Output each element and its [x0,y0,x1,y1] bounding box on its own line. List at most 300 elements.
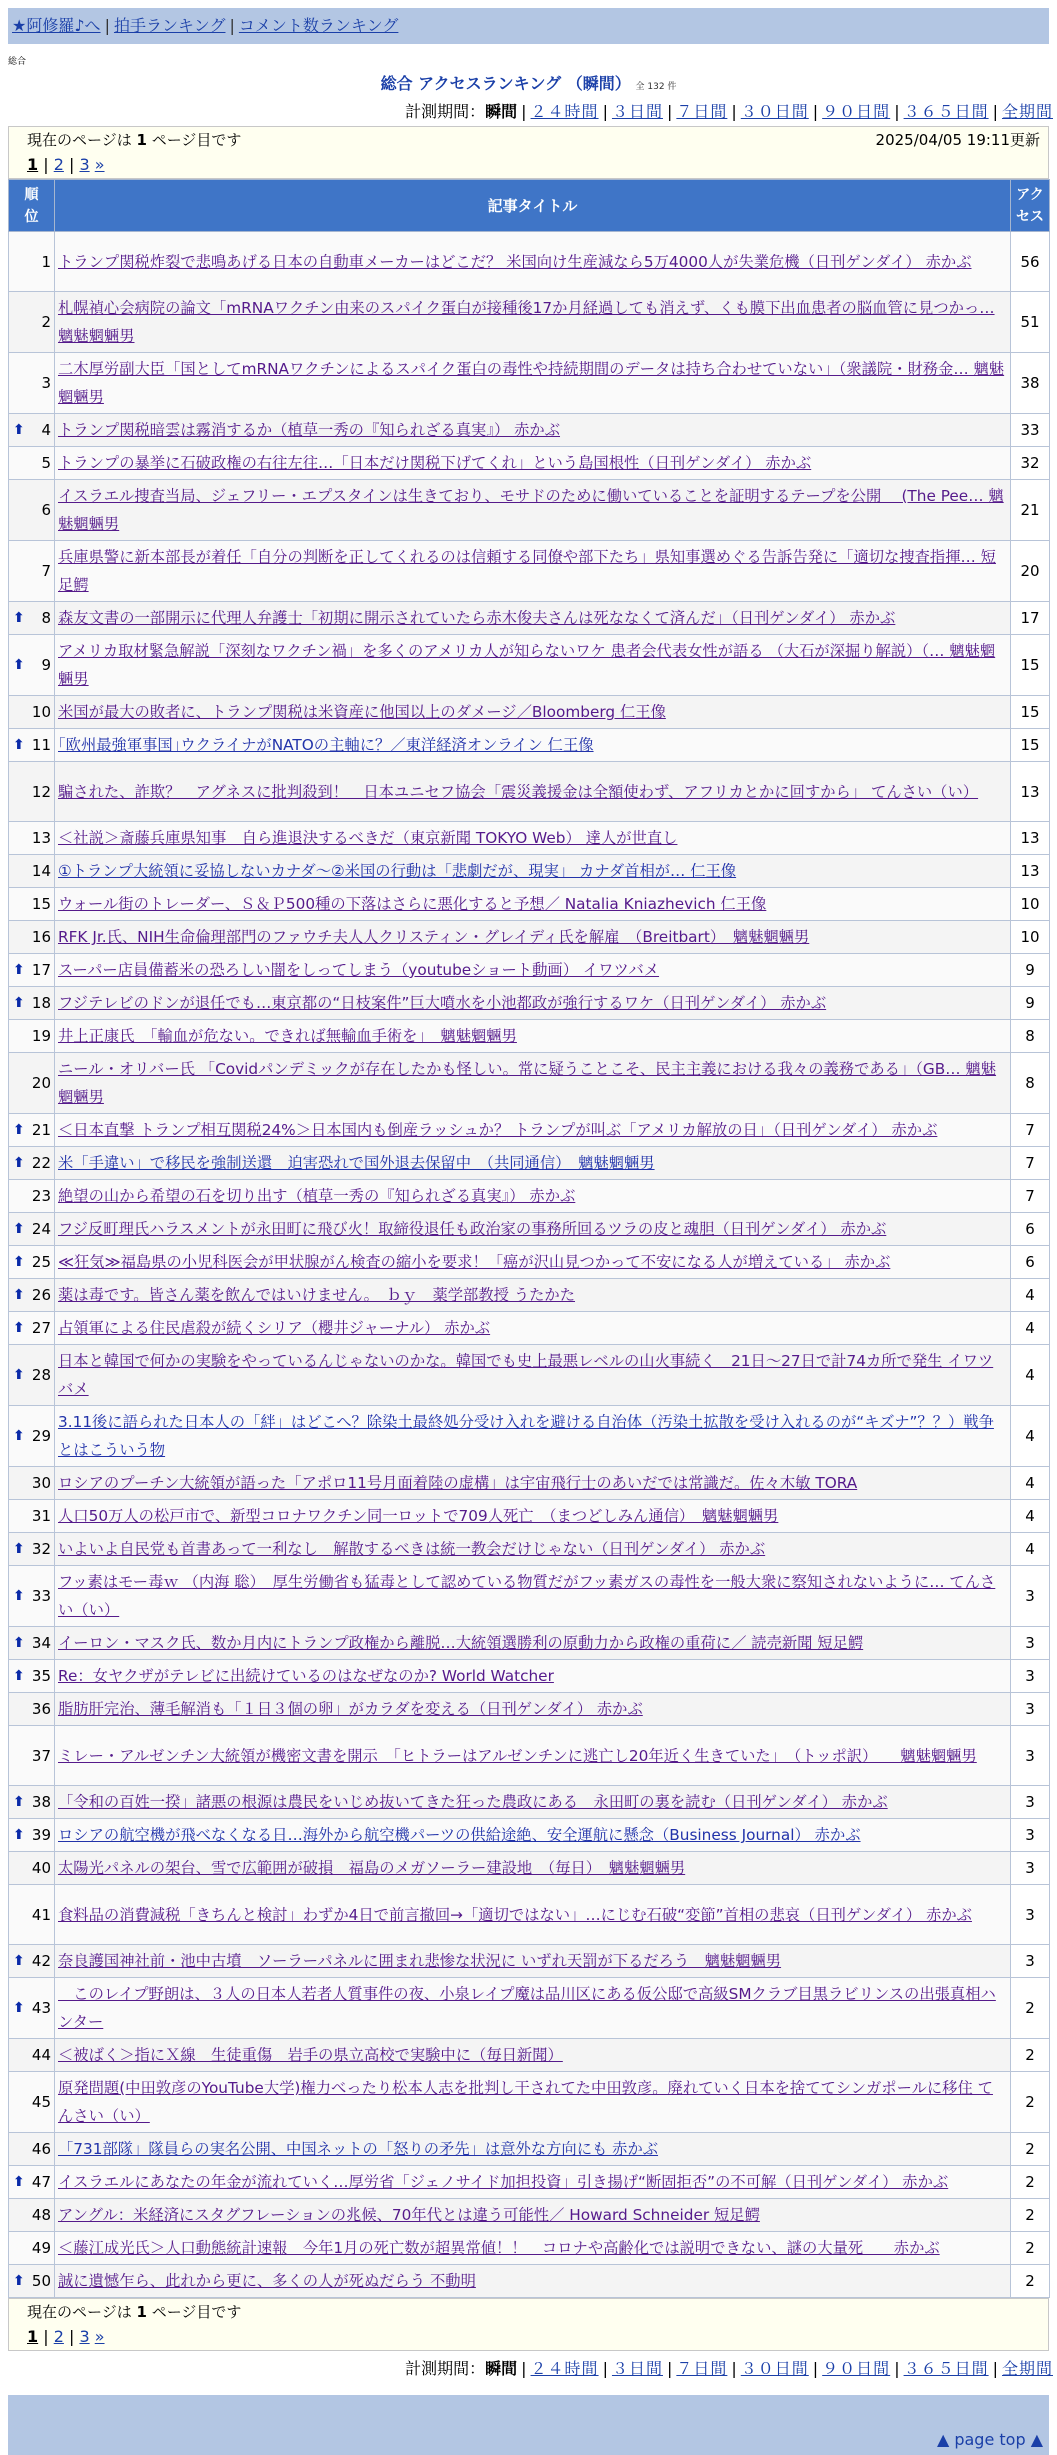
article-link[interactable]: 米「手違い」で移民を強制送還 迫害恐れで国外退去保留中 （共同通信） 魑魅魍魎男 [58,1154,655,1172]
article-link[interactable]: 薬は毒です。皆さん薬を飲んではいけません。 ｂｙ 薬学部教授 うたかた [58,1286,576,1304]
separator: | [894,102,900,121]
rank-cell [9,292,55,353]
period-link[interactable]: ３日間 [611,2359,663,2378]
separator: | [812,102,819,121]
rank-cell [9,762,55,822]
table-row [9,1180,1050,1213]
table-row [9,2265,1050,2298]
rank-up-icon: ⬆ [13,1287,25,1303]
separator: | [992,102,998,121]
title-cell [55,822,1011,855]
rank-up-icon: ⬆ [13,1221,25,1237]
access-count: 10 [1011,888,1050,921]
access-count: 3 [1011,1852,1050,1885]
rank-cell [9,1786,55,1819]
table-row [9,1819,1050,1852]
access-count: 2 [1011,2072,1050,2133]
rank-number: 29 [31,1427,51,1445]
title-cell [55,855,1011,888]
article-link[interactable]: Re：女ヤクザがテレビに出続けているのはなぜなのか? World Watcher [58,1667,554,1685]
rank-number: 34 [31,1634,51,1652]
home-link[interactable]: ★阿修羅♪へ [12,16,101,35]
rank-cell [9,1345,55,1406]
rank-up-icon: ⬆ [13,1254,25,1270]
table-row [9,729,1050,762]
article-link[interactable]: ＜社説＞斎藤兵庫県知事 自ら進退決するべきだ（東京新聞 TOKYO Web） 達人が世直し [58,829,678,847]
rank-cell [9,1053,55,1114]
access-count: 3 [1011,1726,1050,1786]
rank-number: 38 [31,1793,51,1811]
article-link[interactable]: 太陽光パネルの架台、雪で広範囲が破損 福島のメガソーラー建設地 （毎日） 魑魅魍魎男 [58,1859,686,1877]
title-cell [55,480,1011,541]
rank-number: 25 [31,1253,51,1271]
rank-number: 22 [31,1154,51,1172]
table-row [9,1885,1050,1945]
article-link[interactable]: トランプ関税炸裂で悲鳴あげる日本の自動車メーカーはどこだ？ 米国向け生産減なら5万4000人が失業危機（日刊ゲンダイ） 赤かぶ [58,252,972,271]
rank-cell [9,1885,55,1945]
rank-cell [9,447,55,480]
separator: | [731,2359,737,2378]
rank-up-icon: ⬆ [13,610,25,626]
article-link[interactable]: 札幌禎心会病院の論文「mRNAワクチン由来のスパイク蛋白が接種後17か月経過しても消えず、くも膜下出血患者の脳血管に見つかっ… 魑魅魍魎男 [58,299,995,345]
rank-up-icon: ⬆ [13,657,25,673]
separator: | [602,102,608,121]
article-link[interactable]: トランプ関税暗雲は霧消するか（植草一秀の『知られざる真実』） 赤かぶ [58,421,561,439]
ranking-table [8,179,1050,2298]
title-cell [55,1147,1011,1180]
access-count: 7 [1011,1147,1050,1180]
period-link[interactable]: 全期間 [1001,102,1053,121]
article-link[interactable]: イーロン・マスク氏、数か月内にトランプ政権から離脱…大統領選勝利の原動力から政権の重荷に／ 読売新聞 短足鰐 [58,1634,864,1652]
rank-number: 12 [31,782,51,801]
page-link-2[interactable]: 2 [53,2327,64,2346]
rank-up-icon: ⬆ [13,422,25,438]
title-cell [55,1627,1011,1660]
table-row [9,1726,1050,1786]
rank-number: 28 [31,1366,51,1384]
separator: | [666,102,673,121]
table-row [9,1053,1050,1114]
rank-number: 31 [31,1507,51,1525]
access-count: 7 [1011,1180,1050,1213]
top-nav-bar [8,8,1049,44]
table-row [9,1978,1050,2039]
title-cell [55,1345,1011,1406]
table-row [9,2039,1050,2072]
table-row [9,602,1050,635]
title-cell [55,696,1011,729]
separator: | [38,155,54,174]
article-link[interactable]: フジテレビのドンが退任でも…東京都の“日枝案件”巨大噴水を小池都政が強行するワケ（日刊ゲンダイ） 赤かぶ [58,994,827,1012]
article-link[interactable]: イスラエル捜査当局、ジェフリー・エプスタインは生きており、モサドのために働いていることを証明するテープを公開 (The Pee… 魑魅魍魎男 [58,487,1004,533]
period-current: 瞬間 [485,102,518,121]
article-link[interactable]: 食料品の消費減税「きちんと検討」わずか4日で前言撤回→「適切ではない」…にじむ石破“変節”首相の悲哀（日刊ゲンダイ） 赤かぶ [58,1905,972,1924]
access-count: 13 [1011,822,1050,855]
updated-timestamp: 2025/04/05 19:11更新 [875,131,1040,149]
separator: | [521,102,527,121]
article-link[interactable]: 人口50万人の松戸市で、新型コロナワクチン同一ロットで709人死亡 （まつどしみん通信） 魑魅魍魎男 [58,1507,779,1525]
article-link[interactable]: アングル：米経済にスタグフレーションの兆候、70年代とは違う可能性／ Howard Schneider 短足鰐 [58,2206,760,2224]
table-row [9,414,1050,447]
current-page-line [27,2299,1040,2325]
title-cell [55,292,1011,353]
table-row [9,1020,1050,1053]
title-cell [55,1533,1011,1566]
title-cell [55,1566,1011,1627]
rank-cell [9,2133,55,2166]
title-cell [55,1053,1011,1114]
period-link[interactable]: ２４時間 [530,102,599,121]
rank-number: 49 [31,2239,51,2257]
period-link[interactable]: 全期間 [1001,2359,1053,2378]
article-link[interactable]: 原発問題(中田敦彦のYouTube大学)権力べったり松本人志を批判し干されてた中田敦彦。廃れていく日本を捨ててシンガポールに移住 てんさい（い） [58,2079,993,2125]
rank-number: 2 [41,313,51,331]
rank-number: 46 [31,2140,51,2158]
rank-cell [9,2265,55,2298]
access-count: 9 [1011,954,1050,987]
title-cell [55,541,1011,602]
rank-cell [9,414,55,447]
rank-header: 順位 [9,180,55,232]
rank-cell [9,480,55,541]
rank-number: 27 [31,1319,51,1337]
next-page-link[interactable]: » [94,155,105,174]
article-link[interactable]: このレイプ野朗は、３人の日本人若者人質事件の夜、小泉レイプ魔は品川区にある仮公邸で高級SMクラブ目黒ラビリンスの出張真相ハンター [58,1985,996,2031]
rank-cell [9,987,55,1020]
rank-cell [9,2199,55,2232]
rank-number: 14 [31,862,51,880]
rank-up-icon: ⬆ [13,737,25,753]
access-count: 8 [1011,1020,1050,1053]
title-cell [55,1945,1011,1978]
rank-up-icon: ⬆ [13,1635,25,1651]
separator: | [602,2359,608,2378]
rank-number: 4 [41,421,51,439]
table-row [9,1500,1050,1533]
rank-up-icon: ⬆ [13,995,25,1011]
rank-up-icon: ⬆ [13,962,25,978]
article-link[interactable]: ≪狂気≫福島県の小児科医会が甲状腺がん検査の縮小を要求！「癌が沢山見つかって不安になる人が増えている」 赤かぶ [58,1253,891,1271]
article-link[interactable]: 「731部隊」隊員らの実名公開、中国ネットの「怒りの矛先」は意外な方向にも 赤かぶ [58,2140,659,2158]
table-row [9,987,1050,1020]
access-count: 3 [1011,1885,1050,1945]
rank-number: 19 [31,1027,51,1045]
rank-number: 47 [31,2173,51,2191]
rank-cell [9,2166,55,2199]
rank-cell [9,1978,55,2039]
separator: | [812,2359,819,2378]
table-row [9,1627,1050,1660]
access-count: 2 [1011,2166,1050,2199]
rank-up-icon: ⬆ [13,2273,25,2289]
rank-number: 3 [41,374,51,392]
separator: | [992,2359,998,2378]
article-link[interactable]: フジ反町理氏ハラスメントが永田町に飛び火！取締役退任も政治家の事務所回るツラの皮と魂胆（日刊ゲンダイ） 赤かぶ [58,1220,887,1238]
table-row [9,954,1050,987]
article-link[interactable]: ミレー・アルゼンチン大統領が機密文書を開示 「ヒトラーはアルゼンチンに逃亡し20年近く生きていた」 （トッポ訳） 魑魅魍魎男 [58,1746,977,1765]
rank-up-icon: ⬆ [13,2000,25,2016]
article-link[interactable]: ＜藤江成光氏＞人口動態統計速報 今年1月の死亡数が超異常値！！ コロナや高齢化では説明できない、謎の大量死 赤かぶ [58,2239,940,2257]
period-label: 計測期間： [405,102,486,121]
table-row [9,1467,1050,1500]
page-title: 総合 アクセスランキング （瞬間） [380,74,631,93]
title-cell [55,1885,1011,1945]
period-link[interactable]: ９０日間 [822,102,891,121]
access-count: 20 [1011,541,1050,602]
article-link[interactable]: フッ素はモー毒ｗ （内海 聡） 厚生労働省も猛毒として認めている物質だがフッ素ガスの毒性を一般大衆に察知されないように… てんさい（い） [58,1573,996,1619]
title-cell [55,1246,1011,1279]
separator: | [894,2359,900,2378]
table-row [9,635,1050,696]
access-header: アクセス [1011,180,1050,232]
rank-number: 39 [31,1826,51,1844]
rank-cell [9,2039,55,2072]
title-cell [55,1726,1011,1786]
article-link[interactable]: ①トランプ大統領に妥協しないカナダ～②米国の行動は「悲劇だが、現実」 カナダ首相が… 仁王像 [58,862,737,880]
article-link[interactable]: ＜被ばく＞指にＸ線 生徒重傷 岩手の県立高校で実験中に（毎日新聞） [58,2046,563,2064]
comment-ranking-link[interactable]: コメント数ランキング [238,16,399,35]
rank-up-icon: ⬆ [13,1122,25,1138]
rank-number: 18 [31,994,51,1012]
table-row [9,1566,1050,1627]
current-page-line [27,127,1040,153]
page-current: 1 [27,155,39,174]
rank-cell [9,1312,55,1345]
rank-cell [9,1726,55,1786]
title-cell [55,729,1011,762]
rank-up-icon: ⬆ [13,1827,25,1843]
access-count: 3 [1011,1566,1050,1627]
current-page-number: 1 [136,131,147,149]
article-link[interactable]: ロシアのプーチン大統領が語った「アポロ11号月面着陸の虚構」は宇宙飛行士のあいだでは常識だ。佐々木敏 TORA [58,1474,858,1492]
period-link[interactable]: ３０日間 [740,102,809,121]
title-cell [55,635,1011,696]
rank-number: 42 [31,1952,51,1970]
rank-cell [9,1114,55,1147]
title-cell [55,232,1011,292]
rank-number: 50 [31,2272,51,2290]
rank-cell [9,602,55,635]
table-row [9,2232,1050,2265]
rank-cell [9,1852,55,1885]
page-link-2[interactable]: 2 [53,155,64,174]
access-count: 3 [1011,1627,1050,1660]
rank-cell [9,635,55,696]
access-count: 3 [1011,1786,1050,1819]
rank-cell [9,1693,55,1726]
title-cell [55,2265,1011,2298]
article-link[interactable]: ニール・オリバー氏 「Covidパンデミックが存在したかも怪しい。常に疑うことこそ、民主主義における我々の義務である」（GB… 魑魅魍魎男 [58,1060,997,1106]
article-link[interactable]: 「令和の百姓一揆」諸悪の根源は農民をいじめ抜いてきた狂った農政にある 永田町の裏を読む（日刊ゲンダイ） 赤かぶ [58,1793,888,1811]
article-link[interactable]: トランプの暴挙に石破政権の右往左往…「日本だけ関税下げてくれ」という島国根性（日刊ゲンダイ） 赤かぶ [58,454,812,472]
article-link[interactable]: 日本と韓国で何かの実験をやっているんじゃないのかな。韓国でも史上最悪レベルの山火事続く 21日～27日で計74カ所で発生 イワツバメ [58,1352,994,1398]
rank-number: 16 [31,928,51,946]
article-link[interactable]: ＜日本直撃 トランプ相互関税24%＞日本国内も倒産ラッシュか？ トランプが叫ぶ「アメリカ解放の日」（日刊ゲンダイ） 赤かぶ [58,1121,938,1139]
page-top-bar [8,2425,1049,2455]
table-row [9,2072,1050,2133]
rank-cell [9,1945,55,1978]
title-cell [55,1693,1011,1726]
table-row [9,232,1050,292]
current-page-number: 1 [136,2303,147,2321]
article-link[interactable]: 脂肪肝完治、薄毛解消も「１日３個の卵」がカラダを変える（日刊ゲンダイ） 赤かぶ [58,1700,643,1718]
period-link[interactable]: ３日間 [611,102,663,121]
article-link[interactable]: 奈良護国神社前・池中古墳 ソーラーパネルに囲まれ悲惨な状況に いずれ天罰が下るだろう 魑魅魍魎男 [58,1952,782,1970]
title-cell [55,602,1011,635]
rank-up-icon: ⬆ [13,1320,25,1336]
current-page-text [27,127,241,153]
table-row [9,1114,1050,1147]
rank-number: 33 [31,1587,51,1605]
footer-bar [8,2395,1049,2425]
rank-number: 7 [41,562,51,580]
rank-up-icon: ⬆ [13,1588,25,1604]
total-count: 全 132 件 [635,82,677,92]
access-count: 32 [1011,447,1050,480]
title-cell [55,1660,1011,1693]
table-row [9,1786,1050,1819]
period-link[interactable]: ３０日間 [740,2359,809,2378]
article-link[interactable]: 兵庫県警に新本部長が着任「自分の判断を正してくれるのは信頼する同僚や部下たち」県知事選めぐる告訴告発に「適切な捜査指揮… 短足鰐 [58,548,996,594]
title-row [0,70,1057,98]
article-link[interactable]: 誠に遺憾乍ら、此れから更に、多くの人が死ぬだらう 不動明 [58,2272,476,2290]
table-row [9,1213,1050,1246]
table-row [9,855,1050,888]
period-link[interactable]: ７日間 [676,102,728,121]
article-link[interactable]: 絶望の山から希望の石を切り出す（植草一秀の『知られざる真実』） 赤かぶ [58,1187,576,1205]
access-count: 7 [1011,1114,1050,1147]
rank-up-icon: ⬆ [13,1367,25,1383]
rank-cell [9,1566,55,1627]
access-count: 4 [1011,1533,1050,1566]
access-count: 3 [1011,1660,1050,1693]
page-top-link[interactable]: ▲ page top ▲ [936,2430,1043,2449]
rank-number: 37 [31,1746,51,1765]
period-link[interactable]: ７日間 [676,2359,728,2378]
title-cell [55,1279,1011,1312]
rank-number: 36 [31,1700,51,1718]
rank-number: 32 [31,1540,51,1558]
article-link[interactable]: 騙された、詐欺？ アグネスに批判殺到！ 日本ユニセフ協会「震災義援金は全額使わず、アフリカとかに回すから」 てんさい（い） [58,782,979,801]
access-count: 15 [1011,696,1050,729]
rank-cell [9,353,55,414]
article-link[interactable]: スーパー店員備蓄米の恐ろしい闇をしってしまう（youtubeショート動画） イワツバメ [58,961,660,979]
table-row [9,480,1050,541]
title-cell [55,447,1011,480]
page-links [27,153,1040,178]
access-count: 2 [1011,2232,1050,2265]
article-link[interactable]: イスラエルにあなたの年金が流れていく…厚労省「ジェノサイド加担投資」引き揚げ“断固拒否”の不可解（日刊ゲンダイ） 赤かぶ [58,2173,949,2191]
period-current: 瞬間 [485,2359,518,2378]
period-link[interactable]: ２４時間 [530,2359,599,2378]
rank-cell [9,921,55,954]
access-count: 3 [1011,1693,1050,1726]
rank-cell [9,1213,55,1246]
rank-cell [9,1147,55,1180]
separator: | [666,2359,673,2378]
article-link[interactable]: ウォール街のトレーダー、Ｓ＆Ｐ500種の下落はさらに悪化すると予想／ Natalia Kniazhevich 仁王像 [58,895,767,913]
title-cell [55,2199,1011,2232]
separator: | [731,102,737,121]
separator: | [229,16,235,35]
page-current: 1 [27,2327,39,2346]
table-row [9,1406,1050,1467]
current-page-post: ページ目です [151,131,242,149]
page-link-3[interactable]: 3 [79,2327,90,2346]
article-link[interactable]: 井上正康氏 「輸血が危ない。できれば無輸血手術を」 魑魅魍魎男 [58,1027,517,1045]
title-cell [55,1114,1011,1147]
access-count: 4 [1011,1345,1050,1406]
article-link[interactable]: RFK Jr.氏、NIH生命倫理部門のファウチ夫人人クリスティン・グレイディ氏を解雇 （Breitbart） 魑魅魍魎男 [58,928,810,946]
rank-cell [9,888,55,921]
access-count: 2 [1011,1978,1050,2039]
article-link[interactable]: ロシアの航空機が飛べなくなる日…海外から航空機パーツの供給途絶、安全運航に懸念（Business Journal） 赤かぶ [58,1826,861,1844]
period-link[interactable]: ３６５日間 [903,2359,989,2378]
title-header: 記事タイトル [55,180,1011,232]
article-link[interactable]: 二木厚労副大臣「国としてmRNAワクチンによるスパイク蛋白の毒性や持続期間のデータは持ち合わせていない」（衆議院・財務金… 魑魅魍魎男 [58,360,1005,406]
access-count: 4 [1011,1312,1050,1345]
page-link-3[interactable]: 3 [79,155,90,174]
article-link[interactable]: いよいよ自民党も首書あって一利なし 解散するべきは統一教会だけじゃない（日刊ゲンダイ） 赤かぶ [58,1540,766,1558]
article-link[interactable]: 森友文書の一部開示に代理人弁護士「初期に開示されていたら赤木俊夫さんは死ななくて済んだ」（日刊ゲンダイ） 赤かぶ [58,609,896,627]
access-count: 9 [1011,987,1050,1020]
article-link[interactable]: 3.11後に語られた日本人の「絆」はどこへ？除染土最終処分受け入れを避ける自治体（汚染土拡散を受け入れるのが“キズナ”？？）戦争とはこういう物 [58,1413,994,1459]
title-cell [55,1312,1011,1345]
title-cell [55,2072,1011,2133]
title-cell [55,1467,1011,1500]
rank-number: 5 [41,454,51,472]
access-count: 2 [1011,2039,1050,2072]
rank-number: 44 [31,2046,51,2064]
table-row [9,696,1050,729]
table-row [9,1852,1050,1885]
period-link[interactable]: ３６５日間 [903,102,989,121]
article-link[interactable]: 米国が最大の敗者に、トランプ関税は米資産に他国以上のダメージ／Bloomberg 仁王像 [58,703,666,721]
access-count: 21 [1011,480,1050,541]
table-row [9,1945,1050,1978]
next-page-link[interactable]: » [94,2327,105,2346]
table-row [9,762,1050,822]
period-selector-bottom [0,2355,1053,2383]
article-link[interactable]: 占領軍による住民虐殺が続くシリア（櫻井ジャーナル） 赤かぶ [58,1319,491,1337]
rank-cell [9,1279,55,1312]
rank-cell [9,1819,55,1852]
rank-number: 48 [31,2206,51,2224]
article-link[interactable]: アメリカ取材緊急解説「深刻なワクチン禍」を多くのアメリカ人が知らないワケ 患者会代表女性が語る （大石が深掘り解説）（… 魑魅魍魎男 [58,642,996,688]
access-count: 15 [1011,635,1050,696]
applause-ranking-link[interactable]: 拍手ランキング [113,16,226,35]
table-row [9,888,1050,921]
access-count: 33 [1011,414,1050,447]
table-row [9,2199,1050,2232]
article-link[interactable]: ｢欧州最強軍事国｣ウクライナがNATOの主軸に？／東洋経済オンライン 仁王像 [58,736,594,754]
rank-cell [9,1246,55,1279]
separator: | [38,2327,54,2346]
category-label: 総合 [8,57,27,67]
table-row [9,822,1050,855]
rank-cell [9,541,55,602]
rank-number: 10 [31,703,51,721]
current-page-pre: 現在のページは [27,131,132,149]
rank-number: 43 [31,1999,51,2017]
access-count: 6 [1011,1246,1050,1279]
rank-up-icon: ⬆ [13,2174,25,2190]
title-cell [55,987,1011,1020]
title-cell [55,2232,1011,2265]
period-link[interactable]: ９０日間 [822,2359,891,2378]
current-page-pre: 現在のページは [27,2303,132,2321]
rank-cell [9,2072,55,2133]
